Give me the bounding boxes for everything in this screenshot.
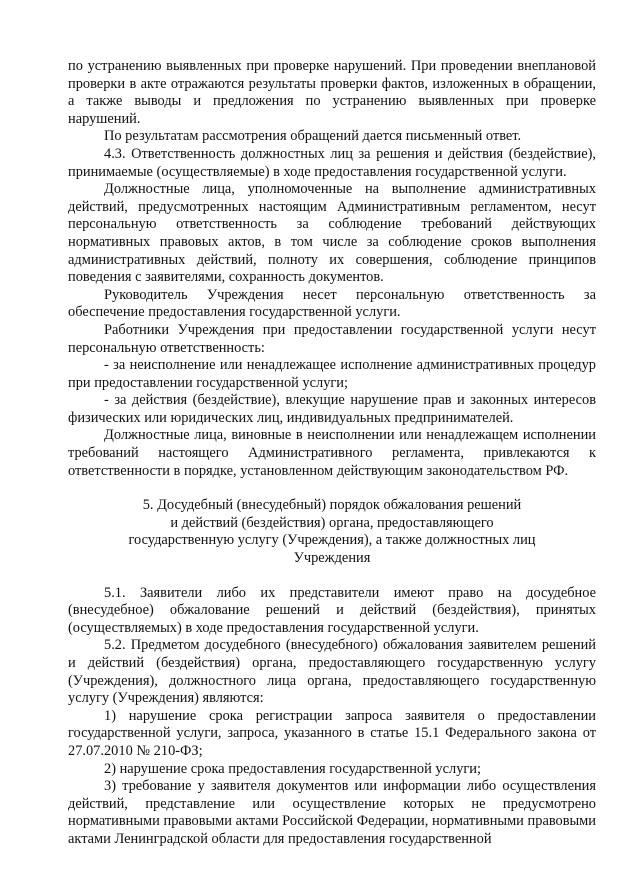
paragraph: 5.1. Заявители либо их представители имеют право на досудебное (внесудебное) обжалование решений и действий (бездействия), принятых (осуществляемых) в ходе предоставления государственной услуги. xyxy=(68,584,596,636)
top-text-block xyxy=(68,58,596,480)
paragraph: Должностные лица, виновные в неисполнении или ненадлежащем исполнении требований настоящего Административного регламента, привлекаются к ответственности в порядке, установленном действующим законодательством РФ. xyxy=(68,427,596,479)
paragraph: 3) требование у заявителя документов или информации либо осуществления действий, представление или осуществление которых не предусмотрено нормативными правовыми актами Российской Федерации, нормативными правовыми актами Ленинградской области для предоставления государственной xyxy=(68,778,596,847)
paragraph: 2) нарушение срока предоставления государственной услуги; xyxy=(104,760,481,777)
section-heading-line: Учреждения xyxy=(293,550,371,567)
section-heading-line: 5. Досудебный (внесудебный) порядок обжалования решений xyxy=(142,497,522,514)
paragraph: 1) нарушение срока регистрации запроса заявителя о предоставлении государственной услуги, запроса, указанного в статье 15.1 Федерального закона от 27.07.2010 № 210-ФЗ; xyxy=(68,707,596,759)
section-heading-line: государственную услугу (Учреждения), а также должностных лиц xyxy=(128,532,536,549)
paragraph: 5.2. Предметом досудебного (внесудебного) обжалования заявителем решений и действий (бездействия) органа, предоставляющего государственную услугу (Учреждения), должностного лица органа, предоставляющего государственную услугу (Учреждения) являются: xyxy=(68,637,596,707)
paragraph: По результатам рассмотрения обращений дается письменный ответ. xyxy=(104,128,522,145)
section-heading-line: и действий (бездействия) органа, предоставляющего xyxy=(170,514,494,531)
bottom-text-block xyxy=(68,585,596,849)
paragraph: - за неисполнение или ненадлежащее исполнение административных процедур при предоставлении государственной услуги; xyxy=(68,357,596,391)
paragraph: - за действия (бездействие), влекущие нарушение прав и законных интересов физических или юридических лиц, индивидуальных предпринимателей. xyxy=(68,392,596,426)
paragraph: по устранению выявленных при проверке нарушений. При проведении внеплановой проверки в акте отражаются результаты проверки фактов, изложенных в обращении, а также выводы и предложения по устранению выявленных при проверке нарушений. xyxy=(68,58,596,127)
paragraph: 4.3. Ответственность должностных лиц за решения и действия (бездействие), принимаемые (осуществляемые) в ходе предоставления государственной услуги. xyxy=(68,145,596,180)
paragraph: Руководитель Учреждения несет персональную ответственность за обеспечение предоставления государственной услуги. xyxy=(68,286,596,321)
paragraph: Должностные лица, уполномоченные на выполнение административных действий, предусмотренных настоящим Административным регламентом, несут персональную ответственность за соблюдение требований действующих нормативных правовых актов, в том числе за соблюдение сроков выполнения административных действий, полноту их совершения, соблюдение принципов поведения с заявителями, сохранность документов. xyxy=(68,181,596,286)
section-heading xyxy=(68,497,596,567)
paragraph: Работники Учреждения при предоставлении государственной услуги несут персональную ответственность: xyxy=(68,321,596,356)
